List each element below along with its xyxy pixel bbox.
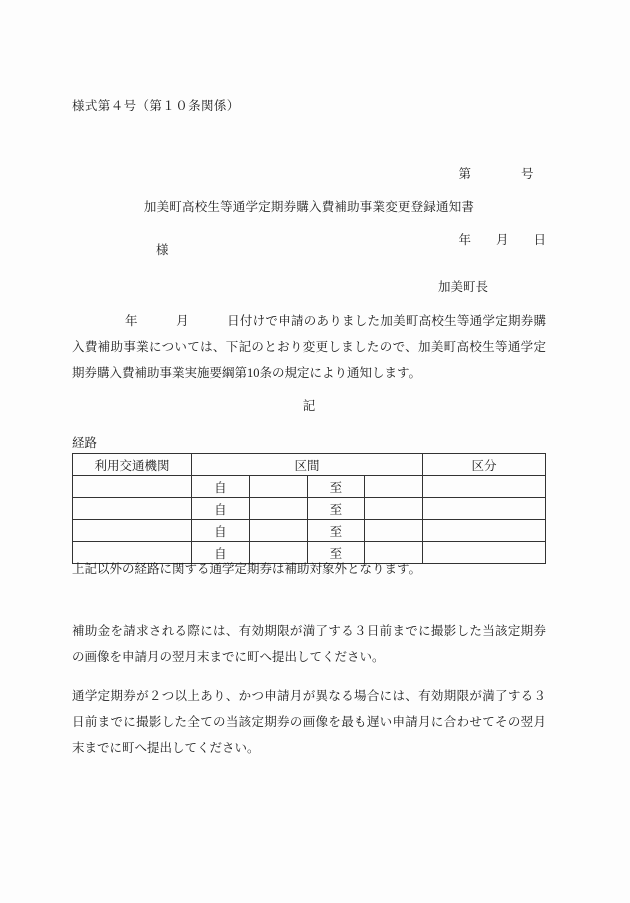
document-number-line: 第 号 [458, 167, 534, 181]
cell-from[interactable] [249, 520, 307, 542]
label-from: 自 [192, 498, 250, 520]
header-transport: 利用交通機関 [73, 454, 192, 476]
label-to: 至 [307, 476, 365, 498]
ki-marker: 記 [302, 399, 316, 413]
addressee-suffix: 様 [156, 243, 169, 257]
label-to: 至 [307, 498, 365, 520]
cell-to[interactable] [365, 520, 423, 542]
label-to: 至 [307, 520, 365, 542]
label-from: 自 [192, 542, 250, 564]
table-note: 上記以外の経路に関する通学定期券は補助対象外となります。 [72, 562, 422, 576]
issuer-name: 加美町長 [438, 280, 489, 294]
route-table [72, 453, 546, 564]
table-row [73, 476, 546, 498]
cell-from[interactable] [249, 476, 307, 498]
document-body [72, 0, 546, 903]
claim-instruction-paragraph: 補助金を請求される際には、有効期限が満了する３日前までに撮影した当該定期券の画像を申請月の翌月末までに町へ提出してください。 [72, 624, 546, 664]
document-date-line: 年 月 日 [458, 233, 546, 247]
main-paragraph: 年 月 日付けで申請のありました加美町高校生等通学定期券購入費補助事業については、下記のとおり変更しましたので、加美町高校生等通学定期券購入費補助事業実施要綱第10条の規定により通知します。 [72, 314, 546, 380]
cell-from[interactable] [249, 498, 307, 520]
page-title: 加美町高校生等通学定期券購入費補助事業変更登録通知書 [143, 200, 475, 214]
table-header-row [73, 454, 546, 476]
cell-to[interactable] [365, 476, 423, 498]
label-from: 自 [192, 520, 250, 542]
cell-category[interactable] [423, 476, 546, 498]
cell-category[interactable] [423, 520, 546, 542]
label-to: 至 [307, 542, 365, 564]
section-label-route: 経路 [72, 436, 98, 450]
table-row [73, 498, 546, 520]
header-section: 区間 [192, 454, 423, 476]
table-row [73, 520, 546, 542]
header-category: 区分 [423, 454, 546, 476]
cell-transport[interactable] [73, 476, 192, 498]
cell-category[interactable] [423, 498, 546, 520]
cell-transport[interactable] [73, 498, 192, 520]
cell-transport[interactable] [73, 520, 192, 542]
form-number: 様式第４号（第１０条関係） [72, 99, 240, 113]
cell-to[interactable] [365, 498, 423, 520]
multiple-pass-paragraph: 通学定期券が２つ以上あり、かつ申請月が異なる場合には、有効期限が満了する３日前までに撮影した全ての当該定期券の画像を最も遅い申請月に合わせてその翌月末までに町へ提出してください。 [72, 689, 546, 755]
label-from: 自 [192, 476, 250, 498]
